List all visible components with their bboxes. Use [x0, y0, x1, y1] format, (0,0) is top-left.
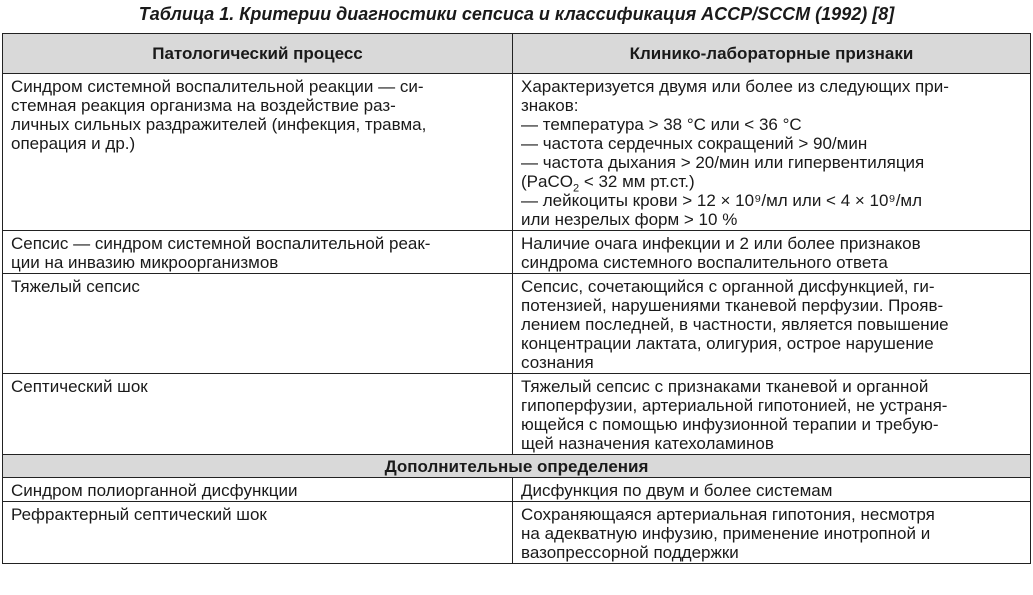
- paco2-prefix: (PaCO: [521, 172, 573, 191]
- section-title: Дополнительные определения: [3, 455, 1031, 478]
- process-cell: [3, 231, 513, 274]
- text-line: личных сильных раздражителей (инфекция, травма,: [11, 115, 427, 134]
- paco2-line: [521, 172, 1022, 195]
- text-line: Наличие очага инфекции и 2 или более признаков: [521, 234, 921, 253]
- table-row-refractory-shock: [3, 502, 1031, 564]
- text-line: Синдром системной воспалительной реакции — си-: [11, 77, 424, 96]
- text-line: знаков:: [521, 96, 579, 115]
- text-line: вазопрессорной поддержки: [521, 543, 739, 562]
- text-line: лением последней, в частности, является повышение: [521, 315, 949, 334]
- signs-cell: [513, 231, 1031, 274]
- text-line: — частота сердечных сокращений > 90/мин: [521, 134, 868, 153]
- text-line: Сепсис — синдром системной воспалительной реак-: [11, 234, 431, 253]
- text-line: сознания: [521, 353, 594, 372]
- table-header-row: [3, 34, 1031, 74]
- text-line: ции на инвазию микроорганизмов: [11, 253, 279, 272]
- signs-cell: [513, 74, 1031, 231]
- table-row-sepsis: [3, 231, 1031, 274]
- text-line: стемная реакция организма на воздействие раз-: [11, 96, 396, 115]
- text-line: ющейся с помощью инфузионной терапии и требую-: [521, 415, 939, 434]
- process-cell: [3, 374, 513, 455]
- text-line: на адекватную инфузию, применение инотропной и: [521, 524, 931, 543]
- table-row-septic-shock: [3, 374, 1031, 455]
- text-line: Дисфункция по двум и более системам: [521, 481, 833, 500]
- header-pathological-process: Патологический процесс: [3, 34, 513, 74]
- paco2-subscript: 2: [572, 182, 580, 195]
- text-line: — температура > 38 °С или < 36 °С: [521, 115, 802, 134]
- section-header-row: [3, 455, 1031, 478]
- process-cell: [3, 502, 513, 564]
- text-line: Синдром полиорганной дисфункции: [11, 481, 298, 500]
- text-line: Септический шок: [11, 377, 148, 396]
- process-cell: [3, 274, 513, 374]
- text-line: Рефрактерный септический шок: [11, 505, 267, 524]
- signs-cell: [513, 274, 1031, 374]
- paco2-suffix: < 32 мм рт.ст.): [579, 172, 695, 191]
- process-cell: [3, 74, 513, 231]
- table-row-severe-sepsis: [3, 274, 1031, 374]
- text-line: потензией, нарушениями тканевой перфузии. Прояв-: [521, 296, 944, 315]
- process-cell: [3, 478, 513, 502]
- text-line: или незрелых форм > 10 %: [521, 210, 738, 229]
- text-line: — частота дыхания > 20/мин или гипервентиляция: [521, 153, 925, 172]
- text-line: Сохраняющаяся артериальная гипотония, несмотря: [521, 505, 935, 524]
- text-line: щей назначения катехоламинов: [521, 434, 774, 453]
- header-clinical-signs: Клинико-лабораторные признаки: [513, 34, 1031, 74]
- text-line: — лейкоциты крови > 12 × 10⁹/мл или < 4 × 10⁹/мл: [521, 191, 923, 210]
- text-line: синдрома системного воспалительного ответа: [521, 253, 888, 272]
- table-caption: Таблица 1. Критерии диагностики сепсиса и классификация ACCP/SCCM (1992) [8]: [138, 4, 895, 24]
- sepsis-criteria-table: [2, 33, 1031, 564]
- table-row-mods: [3, 478, 1031, 502]
- text-line: Тяжелый сепсис: [11, 277, 140, 296]
- signs-cell: [513, 502, 1031, 564]
- text-line: Тяжелый сепсис с признаками тканевой и органной: [521, 377, 929, 396]
- text-line: концентрации лактата, олигурия, острое нарушение: [521, 334, 934, 353]
- text-line: гипоперфузии, артериальной гипотонией, не устраня-: [521, 396, 948, 415]
- signs-cell: [513, 374, 1031, 455]
- text-line: Сепсис, сочетающийся с органной дисфункцией, ги-: [521, 277, 935, 296]
- text-line: операция и др.): [11, 134, 136, 153]
- table-row-sirs: [3, 74, 1031, 231]
- signs-cell: [513, 478, 1031, 502]
- text-line: Характеризуется двумя или более из следующих при-: [521, 77, 949, 96]
